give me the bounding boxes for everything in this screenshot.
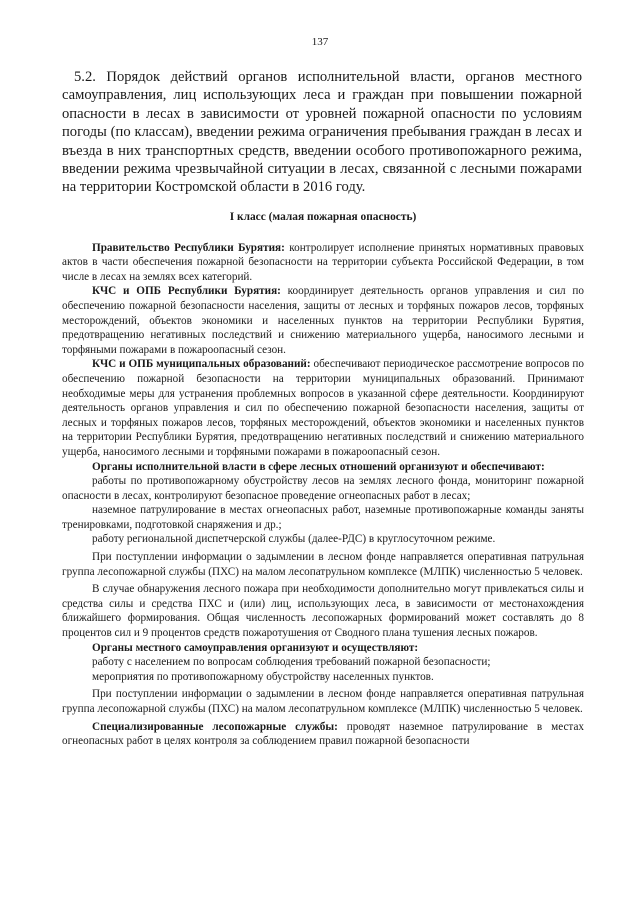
- paragraph-population-work: работу с населением по вопросам соблюдения требований пожарной безопасности;: [92, 656, 491, 669]
- class-title: I класс (малая пожарная опасность): [229, 211, 417, 223]
- paragraph-lead: Правительство Республики Бурятия:: [92, 241, 285, 254]
- paragraph-kchs-municipal: [62, 357, 584, 459]
- paragraph-government: [62, 241, 584, 285]
- paragraph-lead: КЧС и ОПБ Республики Бурятия:: [92, 285, 281, 298]
- section-heading: 5.2. Порядок действий органов исполнительной власти, органов местного самоуправления, лиц использующих леса и граждан при повышении пожарной опасности в лесах в зависимости от уровней пожарной опасности по условиям погоды (по классам), введении режима ограничения пребывания граждан в лесах и въезда в них транспортных средств, введении особого противопожарного режима, введении режима чрезвычайной ситуации в лесах, связанной с лесными пожарами на территории Костромской области в 2016 году.: [62, 69, 582, 196]
- paragraph-settlements: мероприятия по противопожарному обустройству населенных пунктов.: [92, 670, 434, 683]
- paragraph-smoke-info-2: При поступлении информации о задымлении в лесном фонде направляется оперативная патрульная группа лесопожарной службы (ПХС) на малом лесопатрульном комплексе (МЛПК) численностью 5 человек.: [62, 688, 584, 715]
- paragraph-forest-authorities: [62, 460, 584, 475]
- paragraph-lead: КЧС и ОПБ муниципальных образований:: [92, 358, 311, 371]
- paragraph-fire-services: [62, 720, 584, 749]
- paragraph-text: обеспечивают периодическое рассмотрение вопросов по обеспечению пожарной безопасности на территории муниципальных образований. Принимают необходимые меры для устранения проблемных вопросов в указанной сфере деятельности. Координируют деятельность органов управления и сил по обеспечению пожарной безопасности населения, защиты от лесных и торфяных пожаров лесов, торфяных месторождений, объектов экономики и населенных пунктов на территории Республики Бурятия, предотвращению негативных последствий и снижению материального ущерба, наносимого лесными и торфяными пожарами в пожароопасный сезон.: [62, 358, 584, 458]
- paragraph-local-government: [62, 641, 584, 656]
- paragraph-text: координирует деятельность органов управления и сил по обеспечению пожарной безопасности населения, защиты от лесных и торфяных пожаров лесов, торфяных месторождений, объектов экономики и населенных пунктов на территории Республики Бурятия, предотвращению негативных последствий и снижению материального ущерба, наносимого лесными и торфяными пожарами в пожароопасный сезон.: [62, 285, 584, 356]
- paragraph-text: контролирует исполнение принятых нормативных правовых актов в части обеспечения пожарной безопасности на территории субъекта Российской Федерации, в том числе в лесах на землях всех категорий.: [62, 241, 584, 283]
- paragraph-lead: Специализированные лесопожарные службы:: [92, 720, 338, 733]
- paragraph-rds: работу региональной диспетчерской службы (далее-РДС) в круглосуточном режиме.: [92, 533, 496, 546]
- paragraph-smoke-info: При поступлении информации о задымлении в лесном фонде направляется оперативная патрульная группа лесопожарной службы (ПХС) на малом лесопатрульном комплексе (МЛПК) численностью 5 человек.: [62, 551, 584, 578]
- paragraph-forest-works: работы по противопожарному обустройству лесов на землях лесного фонда, мониторинг пожарной опасности в лесах, контролируют безопасное проведение огнеопасных работ в лесах;: [62, 475, 584, 502]
- paragraph-text: проводят наземное патрулирование в местах огнеопасных работ в целях контроля за соблюдением правил пожарной безопасности: [62, 720, 584, 748]
- page-number: 137: [311, 36, 329, 48]
- paragraph-patrol: наземное патрулирование в местах огнеопасных работ, наземные противопожарные команды заняты тренировками, подготовкой снаряжения и др.;: [62, 504, 584, 531]
- paragraph-lead: Органы местного самоуправления организуют и осуществляют:: [92, 641, 419, 654]
- document-body: [62, 212, 584, 749]
- paragraph-lead: Органы исполнительной власти в сфере лесных отношений организуют и обеспечивают:: [92, 460, 545, 473]
- paragraph-fire-detection: В случае обнаружения лесного пожара при необходимости дополнительно могут привлекаться силы и средства силы и средства ПХС и (или) лиц, использующих леса, в зависимости от местонахождения ближайшего формирования. Общая численность лесопожарных формирований может составлять до 8 процентов сил и 9 процентов средств пожаротушения от Сводного плана тушения лесных пожаров.: [62, 583, 584, 640]
- paragraph-kchs-republic: [62, 284, 584, 357]
